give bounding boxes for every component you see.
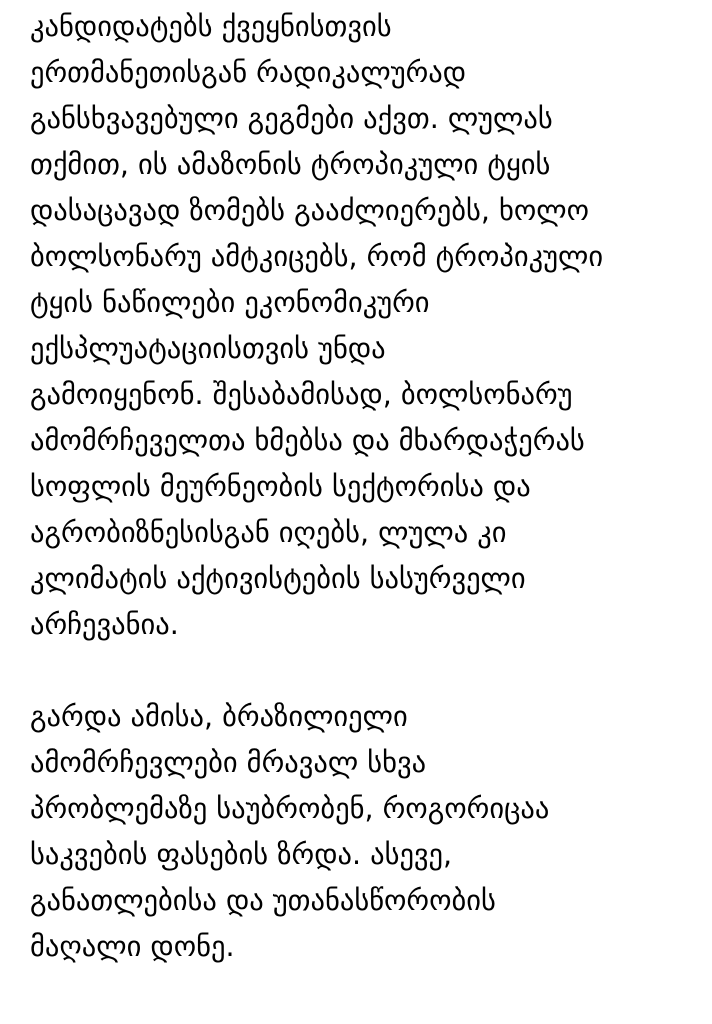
text-line: ამომრჩეველთა ხმებსა და მხარდაჭერას: [30, 424, 585, 457]
text-line: კლიმატის აქტივისტების სასურველი: [30, 562, 526, 595]
text-line: მაღალი დონე.: [30, 930, 235, 963]
text-line: დასაცავად ზომებს გააძლიერებს, ხოლო: [30, 194, 589, 227]
article-body: [30, 0, 700, 970]
text-line: პრობლემაზე საუბრობენ, როგორიცაა: [30, 792, 550, 825]
text-line: ექსპლუატაციისთვის უნდა: [30, 332, 386, 365]
text-line: განათლებისა და უთანასწორობის: [30, 884, 496, 917]
text-line: განსხვავებული გეგმები აქვთ. ლულას: [30, 102, 553, 135]
text-line: საკვების ფასების ზრდა. ასევე,: [30, 838, 453, 871]
text-line: ერთმანეთისგან რადიკალურად: [30, 56, 467, 89]
text-line: გარდა ამისა, ბრაზილიელი: [30, 700, 408, 733]
paragraph-other-issues: [30, 694, 700, 970]
text-line: თქმით, ის ამაზონის ტროპიკული ტყის: [30, 148, 551, 181]
text-line: გამოიყენონ. შესაბამისად, ბოლსონარუ: [30, 378, 573, 411]
text-line: ტყის ნაწილები ეკონომიკური: [30, 286, 430, 319]
text-line: ამომრჩევლები მრავალ სხვა: [30, 746, 427, 779]
text-line: სოფლის მეურნეობის სექტორისა და: [30, 470, 531, 503]
text-line: ბოლსონარუ ამტკიცებს, რომ ტროპიკული: [30, 240, 604, 273]
paragraph-candidates-plans: [30, 0, 700, 648]
text-line: არჩევანია.: [30, 608, 179, 641]
text-line: კანდიდატებს ქვეყნისთვის: [30, 10, 392, 43]
text-line: აგრობიზნესისგან იღებს, ლულა კი: [30, 516, 507, 549]
